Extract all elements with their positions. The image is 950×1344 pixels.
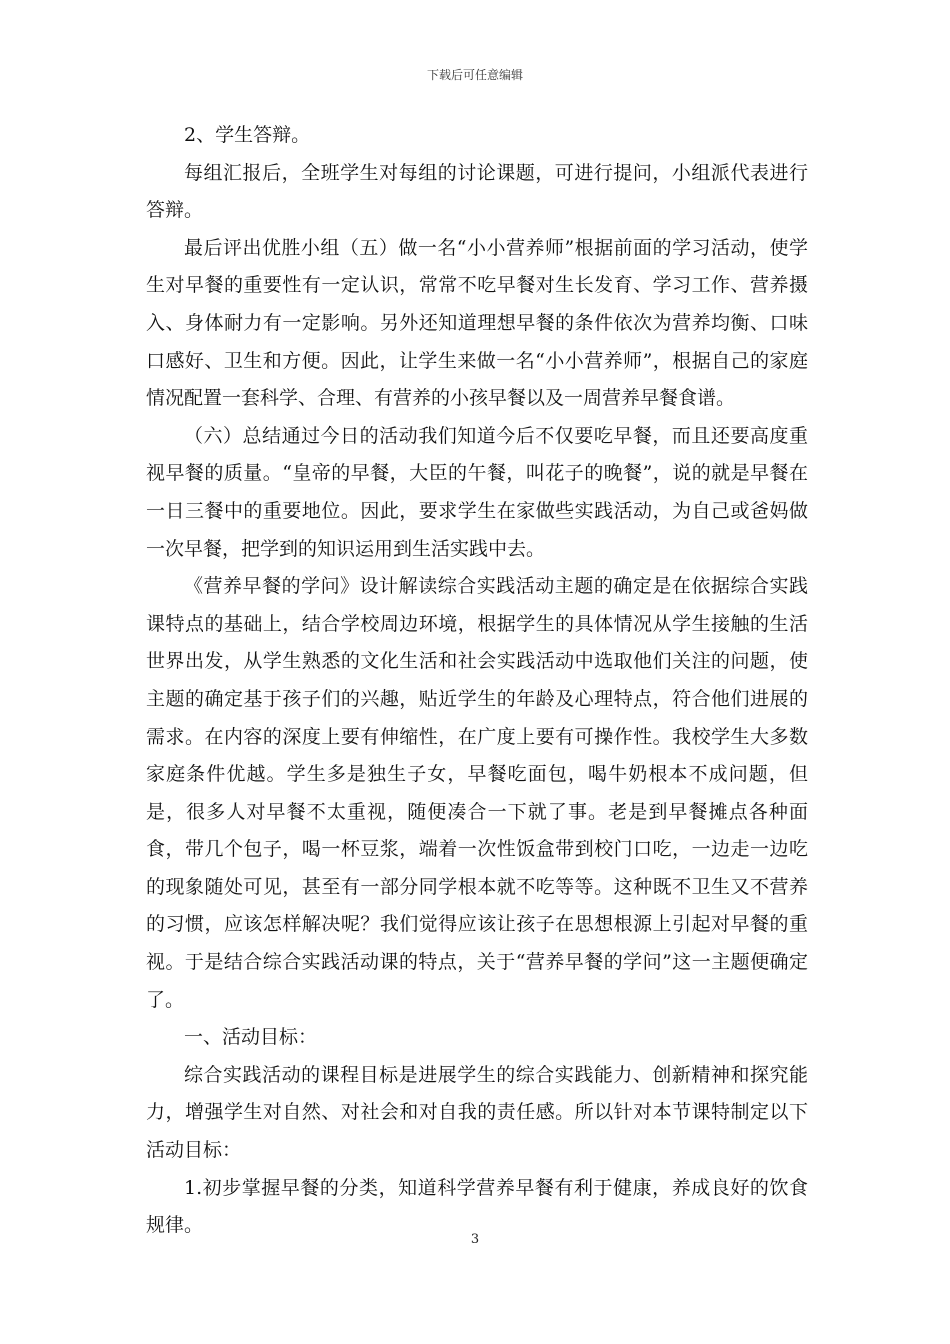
paragraph-goal-item-1: 1.初步掌握早餐的分类，知道科学营养早餐有利于健康，养成良好的饮食规律。 (146, 1176, 808, 1237)
paragraph-design-interpretation: 《营养早餐的学问》设计解读综合实践活动主题的确定是在依据综合实践课特点的基础上，结合学校周边环境，根据学生的具体情况从学生接触的生活世界出发，从学生熟悉的文化生活和社会实践活动中选取他们关注的问题，使主题的确定基于孩子们的兴趣，贴近学生的年龄及心理特点，符合他们进展的需求。在内容的深度上要有伸缩性，在广度上要有可操作性。我校学生大多数家庭条件优越。学生多是独生子女，早餐吃面包，喝牛奶根本不成问题，但是，很多人对早餐不太重视，随便凑合一下就了事。老是到早餐摊点各种面食，带几个包子，喝一杯豆浆，端着一次性饭盒带到校门口吃，一边走一边吃的现象随处可见，甚至有一部分同学根本就不吃等等。这种既不卫生又不营养的习惯，应该怎样解决呢？我们觉得应该让孩子在思想根源上引起对早餐的重视。于是结合综合实践活动课的特点，关于“营养早餐的学问”这一主题便确定了。 (146, 575, 808, 1011)
page-header: 下载后可任意编辑 (426, 68, 523, 82)
paragraph-group-defense: 每组汇报后，全班学生对每组的讨论课题，可进行提问，小组派代表进行答辩。 (146, 161, 808, 222)
page-number: 3 (470, 1232, 480, 1247)
paragraph-little-nutritionist: 最后评出优胜小组（五）做一名“小小营养师”根据前面的学习活动，使学生对早餐的重要性有一定认识，常常不吃早餐对生长发育、学习工作、营养摄入、身体耐力有一定影响。另外还知道理想早餐的条件依次为营养均衡、口味口感好、卫生和方便。因此，让学生来做一名“小小营养师”，根据自己的家庭情况配置一套科学、合理、有营养的小孩早餐以及一周营养早餐食谱。 (146, 236, 808, 410)
paragraph-activity-goals-heading: 一、活动目标： (184, 1026, 318, 1049)
paragraph-course-goals: 综合实践活动的课程目标是进展学生的综合实践能力、创新精神和探究能力，增强学生对自然、对社会和对自我的责任感。所以针对本节课特制定以下活动目标： (146, 1063, 808, 1162)
paragraph-student-defense-heading: 2、学生答辩。 (184, 124, 311, 146)
paragraph-summary: （六）总结通过今日的活动我们知道今后不仅要吃早餐，而且还要高度重视早餐的质量。“皇帝的早餐，大臣的午餐，叫花子的晚餐”，说的就是早餐在一日三餐中的重要地位。因此，要求学生在家做些实践活动，为自己或爸妈做一次早餐，把学到的知识运用到生活实践中去。 (146, 424, 808, 560)
document-body (146, 117, 808, 1245)
